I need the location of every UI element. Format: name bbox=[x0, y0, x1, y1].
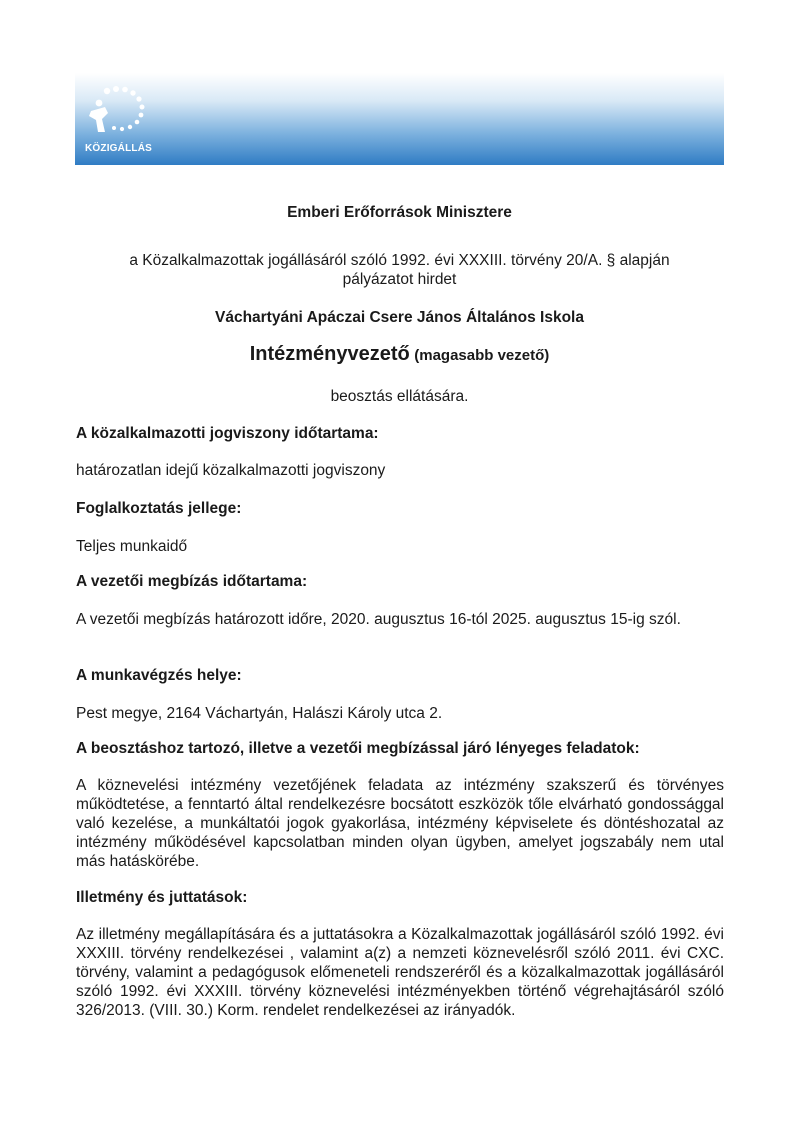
employment-heading: Foglalkoztatás jellege: bbox=[76, 500, 242, 517]
duration-heading: A közalkalmazotti jogviszony időtartama: bbox=[76, 425, 379, 442]
tasks-heading: A beosztáshoz tartozó, illetve a vezetői megbízással járó lényeges feladatok: bbox=[76, 740, 640, 757]
salary-text: Az illetmény megállapítására és a juttatásokra a Közalkalmazottak jogállásáról szóló 1992. évi XXXIII. törvény rendelkezései , valamint a(z) a nemzeti köznevelésről szóló 2011. évi CXC. törvény, valamint a pedagógusok előmeneteli rendszeréről és a közalkalmazottak jogállásáról szóló 1992. évi XXXIII. törvény köznevelési intézményekben történő végrehajtásáról szóló 326/2013. (VIII. 30.) Korm. rendelet rendelkezései az irányadók. bbox=[76, 926, 724, 1019]
intro-line-1: a Közalkalmazottak jogállásáról szóló 1992. évi XXXIII. törvény 20/A. § alapján bbox=[129, 252, 670, 269]
salary-heading: Illetmény és juttatások: bbox=[76, 889, 248, 906]
mandate-heading: A vezetői megbízás időtartama: bbox=[76, 573, 308, 590]
intro-line-2: pályázatot hirdet bbox=[342, 271, 457, 288]
place-heading: A munkavégzés helye: bbox=[76, 667, 242, 684]
mandate-text: A vezetői megbízás határozott időre, 2020. augusztus 16-tól 2025. augusztus 15-ig szól. bbox=[76, 611, 681, 628]
position-suffix: beosztás ellátására. bbox=[330, 388, 469, 405]
tasks-text: A köznevelési intézmény vezetőjének feladata az intézmény szakszerű és törvényes működtetése, a fenntartó által rendelkezésre bocsátott eszközök tőle elvárható gondossággal való kezelése, a munkáltatói jogok gyakorlása, intézmény képviselete és döntéshozatal az intézmény működésével kapcsolatban minden olyan ügyben, amelyet jogszabály nem utal más hatáskörébe. bbox=[76, 777, 724, 870]
position-title bbox=[75, 343, 724, 366]
duration-text: határozatlan idejű közalkalmazotti jogviszony bbox=[76, 462, 386, 479]
logo-text: KÖZIGÁLLÁS bbox=[85, 143, 152, 154]
position-sub: (magasabb vezető) bbox=[414, 347, 550, 364]
position-main: Intézményvezető bbox=[249, 343, 410, 365]
kozigallas-logo-icon bbox=[85, 85, 155, 137]
ministry-title: Emberi Erőforrások Minisztere bbox=[287, 204, 512, 221]
header-banner bbox=[75, 73, 724, 165]
place-text: Pest megye, 2164 Váchartyán, Halászi Károly utca 2. bbox=[76, 705, 443, 722]
employment-text: Teljes munkaidő bbox=[76, 538, 188, 555]
school-name: Váchartyáni Apáczai Csere János Általános Iskola bbox=[214, 309, 584, 326]
